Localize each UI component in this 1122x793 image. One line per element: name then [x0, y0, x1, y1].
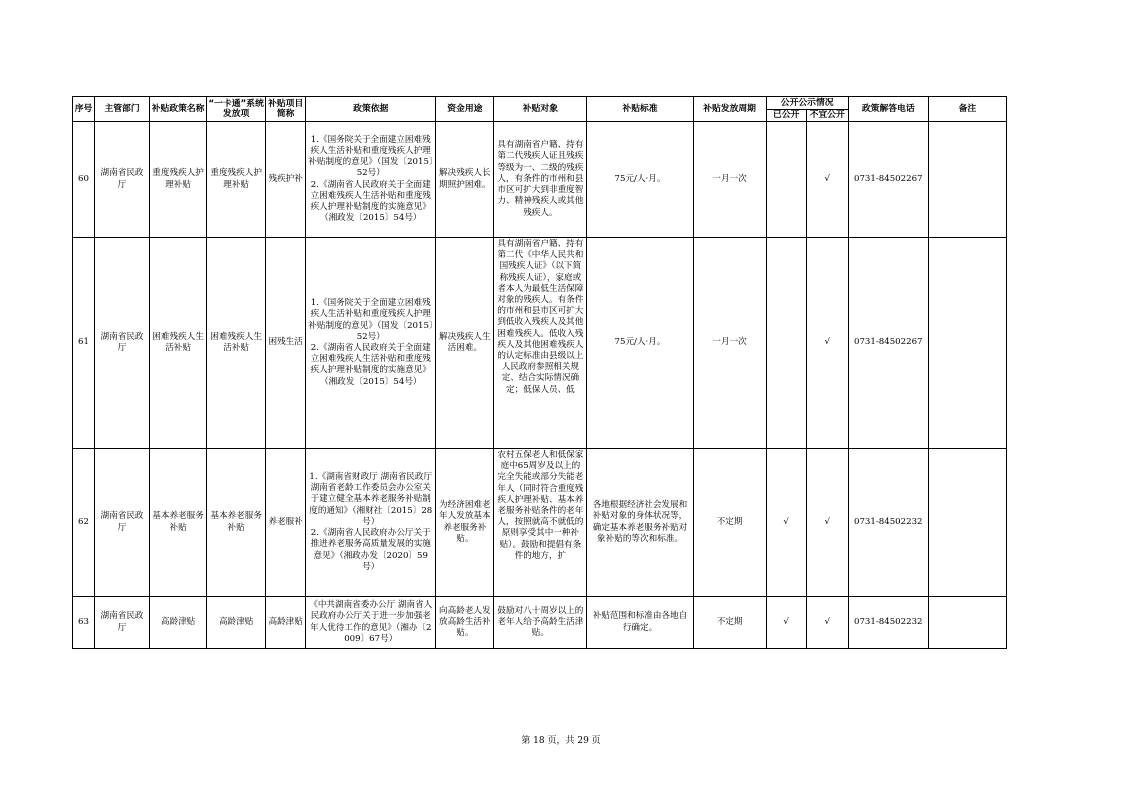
- cell-not-disclosed: √: [806, 449, 848, 597]
- subsidy-table: [72, 96, 1007, 649]
- table-row: [73, 122, 1007, 238]
- cell-dept: 湖南省民政厅: [95, 122, 150, 238]
- cell-item-short: 残疾护补: [266, 122, 306, 238]
- cell-seq: 60: [73, 122, 95, 238]
- table-row: [73, 238, 1007, 449]
- cell-policy-name: 基本养老服务补贴: [150, 449, 207, 597]
- cell-phone: 0731-84502232: [848, 449, 928, 597]
- header-policy-name: 补贴政策名称: [150, 97, 207, 122]
- table-row: [73, 449, 1007, 597]
- cell-dept: 湖南省民政厅: [95, 597, 150, 649]
- cell-dept: 湖南省民政厅: [95, 449, 150, 597]
- cell-card-item: 困难残疾人生活补贴: [207, 238, 266, 449]
- cell-target: [494, 238, 587, 449]
- cell-item-short: 困残生活: [266, 238, 306, 449]
- page-number: 第 18 页，共 29 页: [521, 736, 601, 746]
- cell-seq: 62: [73, 449, 95, 597]
- cell-disclosed: √: [766, 597, 806, 649]
- cell-standard: 补贴范围和标准由各地自行确定。: [587, 597, 693, 649]
- cell-cycle: 不定期: [693, 449, 766, 597]
- cell-basis: 1.《国务院关于全面建立困难残疾人生活补贴和重度残疾人护理补贴制度的意见》（国发〔2015〕52号） 2.《湖南省人民政府关于全面建立困难残疾人生活补贴和重度残疾人护理补贴制度的实施意见》（湘政发〔2015〕54号）: [306, 238, 436, 449]
- cell-remark: [928, 122, 1006, 238]
- cell-policy-name: 困难残疾人生活补贴: [150, 238, 207, 449]
- cell-seq: 63: [73, 597, 95, 649]
- header-disclosure: 公开公示情况: [766, 97, 848, 110]
- cell-remark: [928, 449, 1006, 597]
- cell-fund-use: 解决残疾人长期照护困难。: [436, 122, 494, 238]
- cell-not-disclosed: √: [806, 122, 848, 238]
- cell-dept: 湖南省民政厅: [95, 238, 150, 449]
- cell-phone: 0731-84502232: [848, 597, 928, 649]
- cell-standard: 75元/人·月。: [587, 238, 693, 449]
- cell-item-short: 养老服补: [266, 449, 306, 597]
- header-disclosed: 已公开: [766, 110, 806, 122]
- target-text: 农村五保老人和低保家庭中65周岁及以上的完全失能或部分失能老年人（同时符合重度残疾人护理补贴、基本养老服务补贴条件的老年人，按照就高不就低的原则享受其中一种补贴）。鼓励和提倡有条件的地方，扩: [497, 450, 584, 561]
- header-item-short: 补贴项目简称: [266, 97, 306, 122]
- cell-fund-use: 解决残疾人生活困难。: [436, 238, 494, 449]
- cell-target: [494, 449, 587, 597]
- cell-card-item: 基本养老服务补贴: [207, 449, 266, 597]
- cell-card-item: 高龄津贴: [207, 597, 266, 649]
- header-target: 补贴对象: [494, 97, 587, 122]
- cell-not-disclosed: √: [806, 238, 848, 449]
- header-dept: 主管部门: [95, 97, 150, 122]
- cell-fund-use: 为经济困难老年人发放基本养老服务补贴。: [436, 449, 494, 597]
- cell-item-short: 高龄津贴: [266, 597, 306, 649]
- cell-disclosed: [766, 122, 806, 238]
- cell-remark: [928, 238, 1006, 449]
- cell-card-item: 重度残疾人护理补贴: [207, 122, 266, 238]
- header-basis: 政策依据: [306, 97, 436, 122]
- header-cycle: 补贴发放周期: [693, 97, 766, 122]
- cell-basis: 1.《国务院关于全面建立困难残疾人生活补贴和重度残疾人护理补贴制度的意见》（国发〔2015〕52号） 2.《湖南省人民政府关于全面建立困难残疾人生活补贴和重度残疾人护理补贴制度的实施意见》（湘政发〔2015〕54号）: [306, 122, 436, 238]
- cell-cycle: 不定期: [693, 597, 766, 649]
- cell-fund-use: 向高龄老人发放高龄生活补贴。: [436, 597, 494, 649]
- header-fund-use: 资金用途: [436, 97, 494, 122]
- cell-cycle: 一月一次: [693, 238, 766, 449]
- cell-target: 鼓励对八十周岁以上的老年人给予高龄生活津贴。: [494, 597, 587, 649]
- header-remark: 备注: [928, 97, 1006, 122]
- cell-target: 具有湖南省户籍、持有第二代残疾人证且残疾等级为一、二级的残疾人，有条件的市州和县市区可扩大到非重度智力、精神残疾人或其他残疾人。: [494, 122, 587, 238]
- cell-policy-name: 重度残疾人护理补贴: [150, 122, 207, 238]
- header-standard: 补贴标准: [587, 97, 693, 122]
- target-text: 具有湖南省户籍、持有第二代《中华人民共和国残疾人证》（以下简称残疾人证），家庭或者本人为最低生活保障对象的残疾人。有条件的市州和县市区可扩大到低收入残疾人及其他困难残疾人。低收入残疾人及其他困难残疾人的认定标准由县级以上人民政府参照相关规定、结合实际情况确定；低保人员、低: [497, 239, 584, 395]
- cell-policy-name: 高龄津贴: [150, 597, 207, 649]
- cell-basis: 《中共湖南省委办公厅 湖南省人民政府办公厅关于进一步加强老年人优待工作的意见》（湘办〔2009〕67号）: [306, 597, 436, 649]
- cell-standard: 各地根据经济社会发展和补贴对象的身体状况等，确定基本养老服务补贴对象补贴的等次和标准。: [587, 449, 693, 597]
- cell-remark: [928, 597, 1006, 649]
- cell-disclosed: √: [766, 449, 806, 597]
- header-not-disclosed: 不宜公开: [806, 110, 848, 122]
- cell-basis: 1.《湖南省财政厅 湖南省民政厅 湖南省老龄工作委员会办公室关于建立健全基本养老服务补贴制度的通知》（湘财社〔2015〕28号） 2.《湖南省人民政府办公厅关于推进养老服务高质量发展的实施意见》（湘政办发〔2020〕59号）: [306, 449, 436, 597]
- cell-standard: 75元/人·月。: [587, 122, 693, 238]
- cell-seq: 61: [73, 238, 95, 449]
- cell-phone: 0731-84502267: [848, 238, 928, 449]
- header-phone: 政策解答电话: [848, 97, 928, 122]
- cell-phone: 0731-84502267: [848, 122, 928, 238]
- cell-not-disclosed: √: [806, 597, 848, 649]
- cell-disclosed: [766, 238, 806, 449]
- table-row: [73, 597, 1007, 649]
- header-card-item: “一卡通”系统发放项: [207, 97, 266, 122]
- header-seq: 序号: [73, 97, 95, 122]
- cell-cycle: 一月一次: [693, 122, 766, 238]
